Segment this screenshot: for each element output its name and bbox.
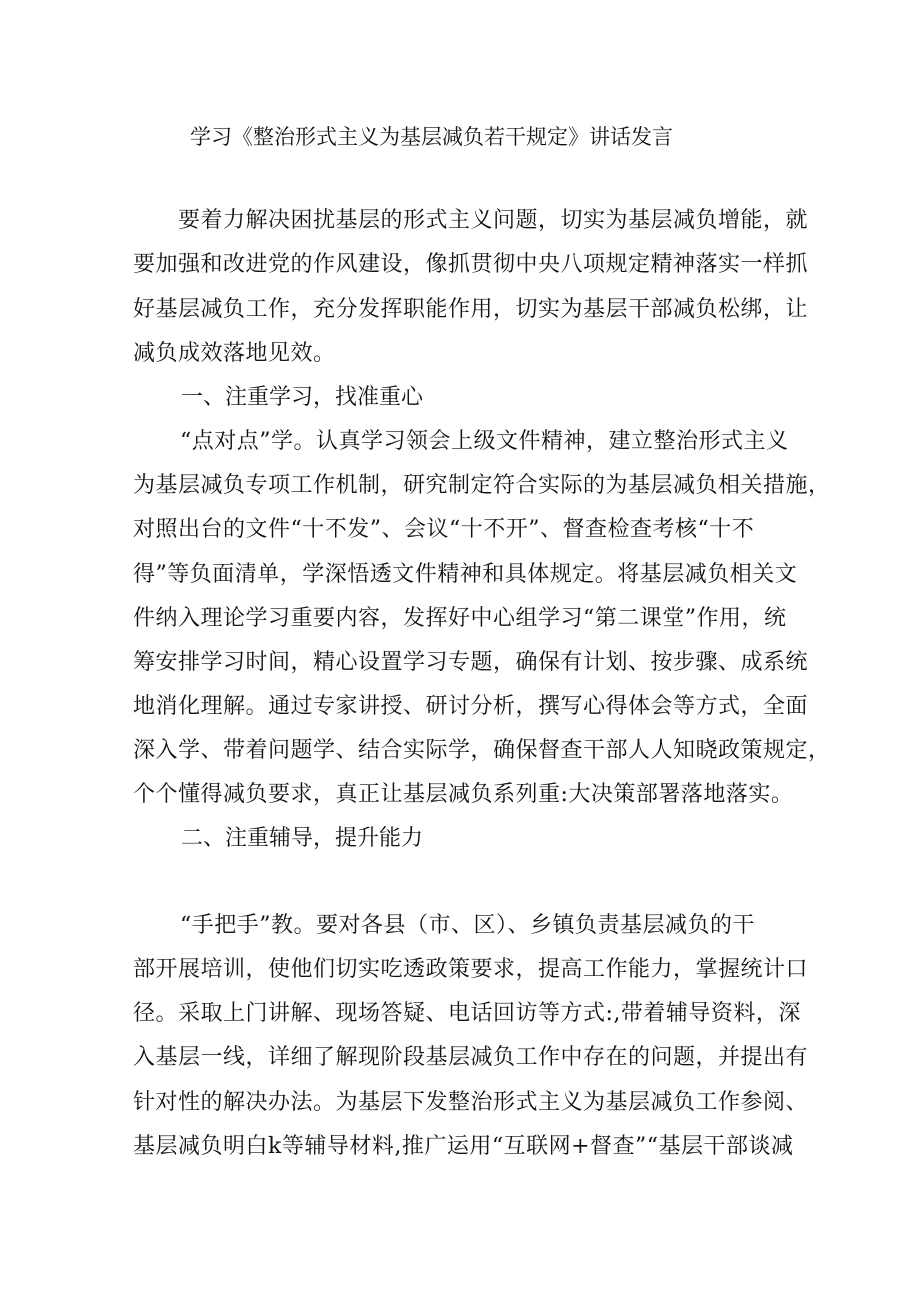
intro-line: 要加强和改进党的作风建设，像抓贯彻中央八项规定精神落实一样抓 [133,252,809,277]
section1-heading: 一、注重学习，找准重心 [181,385,424,410]
document-title: 学习《整治形式主义为基层减负若干规定》讲话发言 [190,125,673,149]
section2-line: 部开展培训，使他们切实吃透政策要求，提高工作能力，掌握统计口 [133,957,809,982]
section2-line: 基层减负明白k等辅导材料,推广运用“互联网+督查”“基层干部谈减 [133,1134,794,1159]
section1-line: “点对点”学。认真学习领会上级文件精神，建立整治形式主义 [180,429,789,454]
section1-line: 地消化理解。通过专家讲授、研讨分析，撰写心得体会等方式，全面 [133,694,809,719]
section1-line: 对照出台的文件“十不发”、会议“十不开”、督查检查考核“十不 [133,517,755,542]
section1-line: 为基层减负专项工作机制，研究制定符合实际的为基层减负相关措施， [133,473,831,498]
section1-line: 件纳入理论学习重要内容，发挥好中心组学习“第二课堂”作用，统 [133,606,787,631]
section2-line: 针对性的解决办法。为基层下发整治形式主义为基层减负工作参阅、 [133,1090,809,1115]
section2-line: 径。采取上门讲解、现场答疑、电话回访等方式:,带着辅导资料，深 [133,1001,801,1026]
intro-line: 好基层减负工作，充分发挥职能作用，切实为基层干部减负松绑，让 [133,297,809,322]
intro-line: 要着力解决困扰基层的形式主义问题，切实为基层减负增能，就 [178,208,809,233]
section1-line: 得”等负面清单，学深悟透文件精神和具体规定。将基层减负相关文 [133,562,798,587]
section2-heading: 二、注重辅导，提升能力 [181,826,424,851]
section2-line: “手把手”教。要对各县（市、区）、乡镇负责基层减负的干 [180,913,755,938]
section2-line: 入基层一线，详细了解现阶段基层减负工作中存在的问题，并提出有 [133,1045,809,1070]
intro-line: 减负成效落地见效。 [133,341,336,366]
section1-line: 筹安排学习时间，精心设置学习专题，确保有计划、按步骤、成系统 [133,650,809,675]
section1-line: 深入学、带着问题学、结合实际学，确保督查干部人人知晓政策规定， [133,738,831,763]
section1-line: 个个懂得减负要求，真正让基层减负系列重:大决策部署落地落实。 [133,782,794,807]
